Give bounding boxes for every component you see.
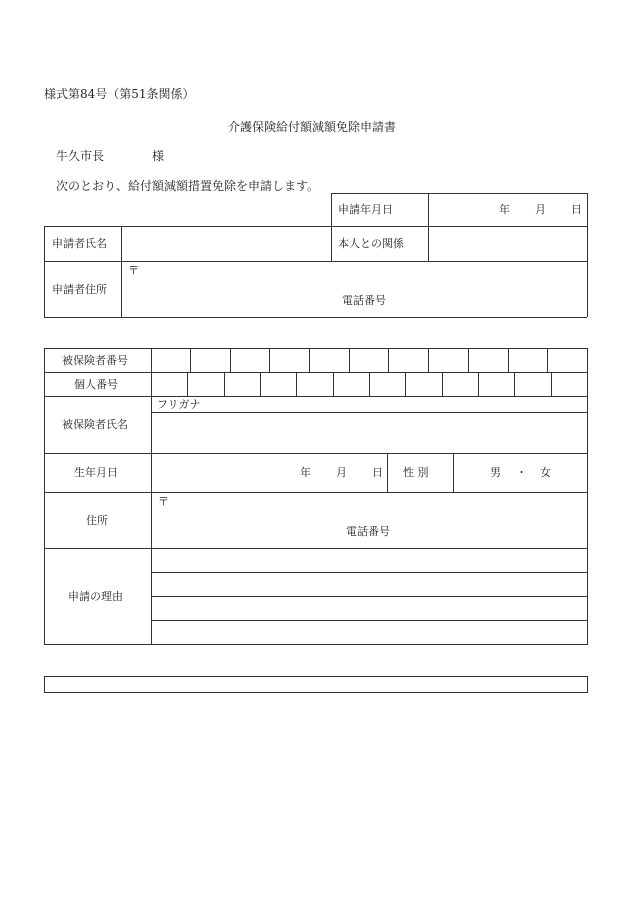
insured-phone-label: 電話番号	[346, 525, 390, 538]
applicant-phone-label: 電話番号	[342, 294, 386, 307]
intro-text: 次のとおり、給付額減額措置免除を申請します。	[56, 179, 320, 193]
office-use-box[interactable]	[44, 676, 588, 693]
furigana-label: フリガナ	[157, 398, 201, 411]
sex-male-option[interactable]: 男	[490, 466, 501, 479]
sex-female-option[interactable]: 女	[540, 466, 551, 479]
sex-label: 性 別	[403, 466, 429, 479]
insured-address-field[interactable]	[152, 493, 587, 548]
insured-name-label: 被保険者氏名	[62, 418, 128, 431]
insured-number-field[interactable]	[152, 349, 587, 372]
applicant-address-label: 申請者住所	[52, 283, 107, 296]
birth-year-label: 年	[300, 466, 311, 479]
birth-month-label: 月	[336, 466, 347, 479]
honorific: 様	[152, 149, 165, 163]
furigana-field[interactable]	[152, 397, 587, 412]
birth-date-label: 生年月日	[74, 466, 118, 479]
date-day-label: 日	[571, 203, 582, 216]
application-date-label: 申請年月日	[338, 203, 393, 216]
birth-day-label: 日	[372, 466, 383, 479]
reason-line-4[interactable]	[152, 621, 587, 644]
applicant-name-field[interactable]	[122, 227, 330, 260]
applicant-name-label: 申請者氏名	[52, 237, 107, 250]
application-date-field[interactable]	[428, 193, 587, 226]
reason-line-3[interactable]	[152, 597, 587, 620]
personal-number-label: 個人番号	[74, 378, 118, 391]
relation-field[interactable]	[429, 227, 586, 260]
insured-postal-mark: 〒	[158, 495, 169, 508]
sex-field[interactable]	[454, 454, 587, 492]
reason-line-2[interactable]	[152, 573, 587, 596]
applicant-address-field[interactable]	[122, 262, 586, 316]
insured-address-label: 住所	[86, 514, 108, 527]
birth-date-field[interactable]	[152, 454, 387, 492]
form-title: 介護保険給付額減額免除申請書	[228, 120, 397, 134]
addressee: 牛久市長	[56, 149, 105, 163]
insured-name-field[interactable]	[152, 413, 587, 453]
sex-separator: ・	[516, 466, 527, 479]
form-number: 様式第84号（第51条関係）	[44, 87, 195, 101]
reason-label: 申請の理由	[68, 590, 123, 603]
relation-label: 本人との関係	[338, 237, 404, 250]
date-month-label: 月	[535, 203, 546, 216]
insured-number-label: 被保険者番号	[62, 354, 128, 367]
personal-number-field[interactable]	[152, 373, 587, 396]
reason-line-1[interactable]	[152, 549, 587, 572]
postal-mark: 〒	[128, 264, 139, 277]
date-year-label: 年	[499, 203, 510, 216]
